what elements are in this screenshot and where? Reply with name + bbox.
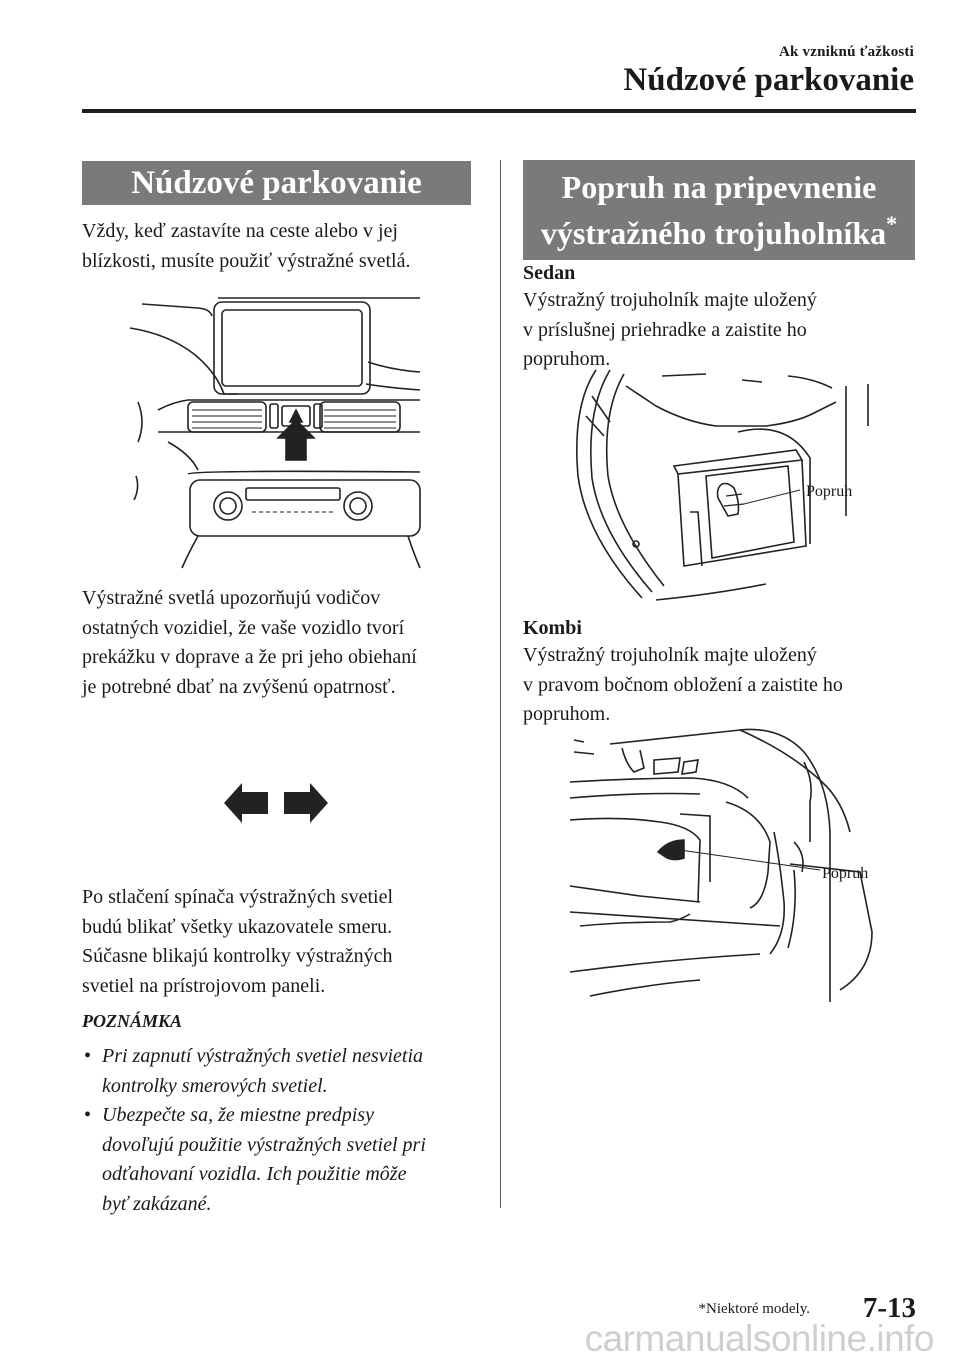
kombi-heading: Kombi [523, 617, 582, 639]
sedan-strap-label: Popruh [806, 483, 853, 500]
note-item: • Ubezpečte sa, že miestne predpisy dovoľujú použitie výstražných svetiel pri odťahovaní vozidla. Ich použitie môže byť zakázané. [84, 1104, 426, 1215]
sedan-paragraph: Výstražný trojuholník majte uložený v príslušnej priehradke a zaistite ho popruhom. [523, 289, 817, 370]
note-heading: POZNÁMKA [82, 1011, 183, 1031]
column-divider [500, 160, 501, 1208]
section-title: Núdzové parkovanie [623, 62, 914, 98]
flashing-indicators-paragraph: Po stlačení spínača výstražných svetiel budú blikať všetky ukazovatele smeru. Súčasne blikajú kontrolky výstražných svetiel na prístrojovom paneli. [82, 886, 394, 997]
kombi-strap-label: Popruh [822, 865, 869, 882]
kombi-trunk-figure [560, 722, 890, 1004]
kombi-paragraph: Výstražný trojuholník majte uložený v pravom bočnom obložení a zaistite ho popruhom. [523, 644, 843, 725]
sedan-trunk-figure [566, 366, 896, 606]
right-section-banner: Popruh na pripevnenie výstražného trojuholníka* [523, 160, 915, 260]
intro-paragraph: Vždy, keď zastavíte na ceste alebo v jej blízkosti, musíte použiť výstražné svetlá. [82, 220, 411, 272]
header-rule [82, 109, 916, 113]
watermark: carmanualsonline.info [584, 1318, 934, 1359]
footnote: *Niektoré modely. [698, 1301, 810, 1317]
turn-signal-arrows-icon [222, 781, 330, 825]
dashboard-hazard-figure [128, 292, 424, 570]
footnote-mark: * [886, 211, 898, 236]
left-section-banner: Núdzové parkovanie [82, 161, 471, 205]
hazard-warning-paragraph: Výstražné svetlá upozorňujú vodičov ostatných vozidiel, že vaše vozidlo tvorí prekážku v doprave a že pri jeho obiehaní je potrebné dbať na zvýšenú opatrnosť. [82, 587, 417, 698]
sedan-heading: Sedan [523, 262, 576, 284]
page-number: 7-13 [862, 1292, 916, 1324]
note-item: • Pri zapnutí výstražných svetiel nesvietia kontrolky smerových svetiel. [84, 1045, 424, 1097]
chapter-title: Ak vzniknú ťažkosti [779, 44, 914, 60]
